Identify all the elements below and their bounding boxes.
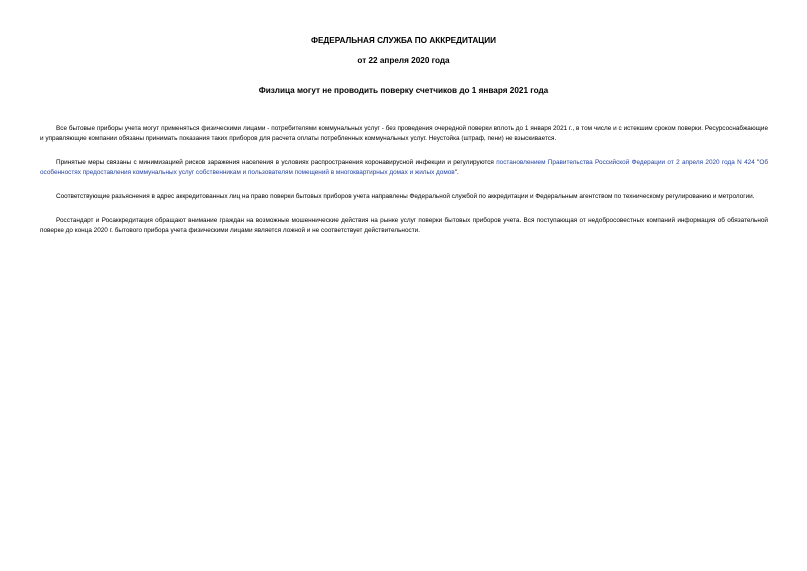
document-title: Физлица могут не проводить поверку счетчиков до 1 января 2021 года <box>258 86 549 95</box>
paragraph-4: Росстандарт и Росаккредитация обращают внимание граждан на возможные мошеннические действия на рынке услуг поверки бытовых приборов учета. Вся поступающая от недобросовестных компаний информация об обязательной поверке до конца 2020 г. бытового прибора учета физическими лицами является ложной и не соответствует действительности. <box>40 216 768 234</box>
paragraph-3: Соответствующие разъяснения в адрес аккредитованных лиц на право поверки бытовых приборов учета направлены Федеральной службой по аккредитации и Федеральным агентством по техническому регулированию и метрологии. <box>56 192 755 200</box>
paragraph-2-text-start: Принятые меры связаны с минимизацией рисков заражения населения в условиях распространения коронавирусной инфекции и регулируются <box>56 158 497 166</box>
paragraph-2-text-end: ". <box>454 169 459 177</box>
government-decree-link[interactable]: постановлением Правительства Российской Федерации от 2 апреля 2020 года N 424 <box>496 158 755 166</box>
organization-heading: ФЕДЕРАЛЬНАЯ СЛУЖБА ПО АККРЕДИТАЦИИ <box>310 36 497 45</box>
paragraph-2-text-middle: " <box>754 158 760 166</box>
document-body <box>40 124 768 249</box>
document-date: от 22 апреля 2020 года <box>357 56 450 65</box>
paragraph-1: Все бытовые приборы учета могут применяться физическими лицами - потребителями коммунальных услуг - без проведения очередной поверки вплоть до 1 января 2021 г., в том числе и с истекшим сроком поверки. Ресурсоснабжающие и управляющие компании обязаны принимать показания таких приборов для расчета оплаты потребленных коммунальных услуг. Неустойка (штраф, пени) не взыскивается. <box>40 125 768 143</box>
paragraph-2 <box>40 158 768 178</box>
utilities-provision-link[interactable]: Об особенностях предоставления коммунальных услуг собственникам и пользователям помещений в многоквартирных домах и жилых домов <box>40 158 768 177</box>
